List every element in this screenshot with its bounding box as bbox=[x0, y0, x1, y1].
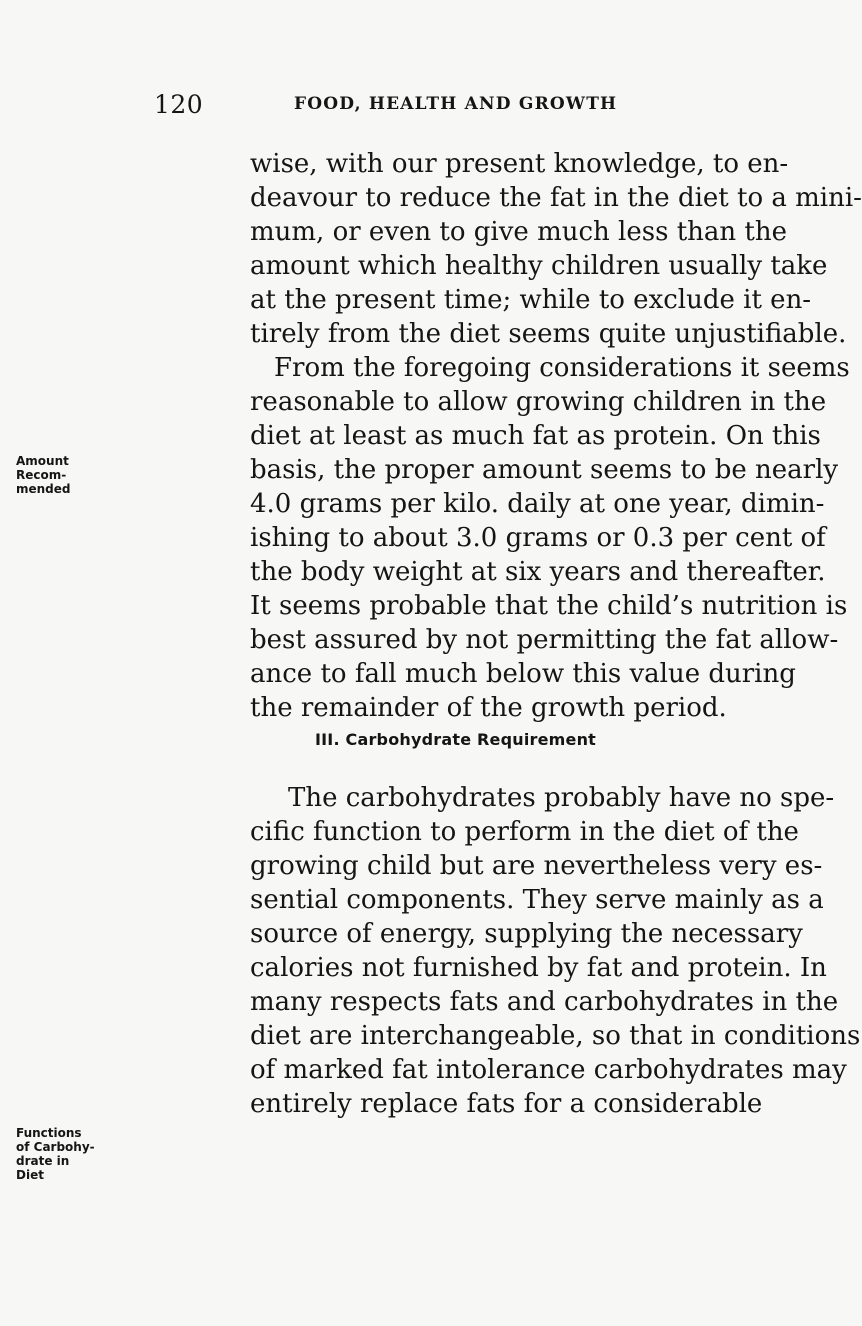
text-line: amount which healthy children usually take bbox=[250, 251, 828, 281]
paragraph-carbohydrates bbox=[250, 781, 861, 1121]
text-line: at the present time; while to exclude it en- bbox=[250, 285, 812, 315]
text-line: From the foregoing considerations it seems bbox=[274, 353, 850, 383]
margin-note-line: mended bbox=[16, 482, 71, 496]
text-line: 4.0 grams per kilo. daily at one year, dimin- bbox=[250, 489, 825, 519]
text-line: basis, the proper amount seems to be nearly bbox=[250, 455, 839, 485]
text-line: many respects fats and carbohydrates in the bbox=[250, 987, 839, 1017]
text-line: of marked fat intolerance carbohydrates may bbox=[250, 1055, 847, 1085]
text-line: cific function to perform in the diet of the bbox=[250, 817, 799, 847]
margin-note-amount-recommended bbox=[16, 454, 126, 496]
page-number: 120 bbox=[154, 90, 204, 119]
running-head: FOOD, HEALTH AND GROWTH bbox=[294, 94, 618, 114]
margin-note-line: Functions bbox=[16, 1126, 82, 1140]
text-line: calories not furnished by fat and protein. In bbox=[250, 953, 827, 983]
margin-note-line: Diet bbox=[16, 1168, 44, 1182]
text-line: diet are interchangeable, so that in conditions bbox=[250, 1021, 861, 1051]
text-line: reasonable to allow growing children in the bbox=[250, 387, 827, 417]
margin-note-functions-carbohydrate bbox=[16, 1126, 126, 1182]
text-line: sential components. They serve mainly as a bbox=[250, 885, 824, 915]
text-line: entirely replace fats for a considerable bbox=[250, 1089, 763, 1119]
margin-note-line: drate in bbox=[16, 1154, 70, 1168]
text-line: It seems probable that the child’s nutrition is bbox=[250, 591, 848, 621]
section-heading: III. Carbohydrate Requirement bbox=[315, 730, 597, 749]
text-line: diet at least as much fat as protein. On this bbox=[250, 421, 821, 451]
margin-note-line: Amount bbox=[16, 454, 69, 468]
paragraph-fat-allowance bbox=[250, 351, 850, 725]
text-line: growing child but are nevertheless very es- bbox=[250, 851, 823, 881]
text-line: ance to fall much below this value during bbox=[250, 659, 796, 689]
text-line: wise, with our present knowledge, to en- bbox=[250, 149, 789, 179]
margin-note-line: Recom- bbox=[16, 468, 67, 482]
margin-note-line: of Carbohy- bbox=[16, 1140, 95, 1154]
page-header bbox=[154, 90, 754, 124]
text-line: source of energy, supplying the necessary bbox=[250, 919, 803, 949]
text-line: best assured by not permitting the fat allow- bbox=[250, 625, 839, 655]
text-line: deavour to reduce the fat in the diet to a mini- bbox=[250, 183, 862, 213]
text-line: the body weight at six years and thereafter. bbox=[250, 557, 826, 587]
text-line: tirely from the diet seems quite unjustifiable. bbox=[250, 319, 847, 349]
text-line: the remainder of the growth period. bbox=[250, 693, 727, 723]
text-line: The carbohydrates probably have no spe- bbox=[288, 783, 835, 813]
paragraph-continuation bbox=[250, 147, 862, 351]
text-line: mum, or even to give much less than the bbox=[250, 217, 787, 247]
text-line: ishing to about 3.0 grams or 0.3 per cent of bbox=[250, 523, 826, 553]
